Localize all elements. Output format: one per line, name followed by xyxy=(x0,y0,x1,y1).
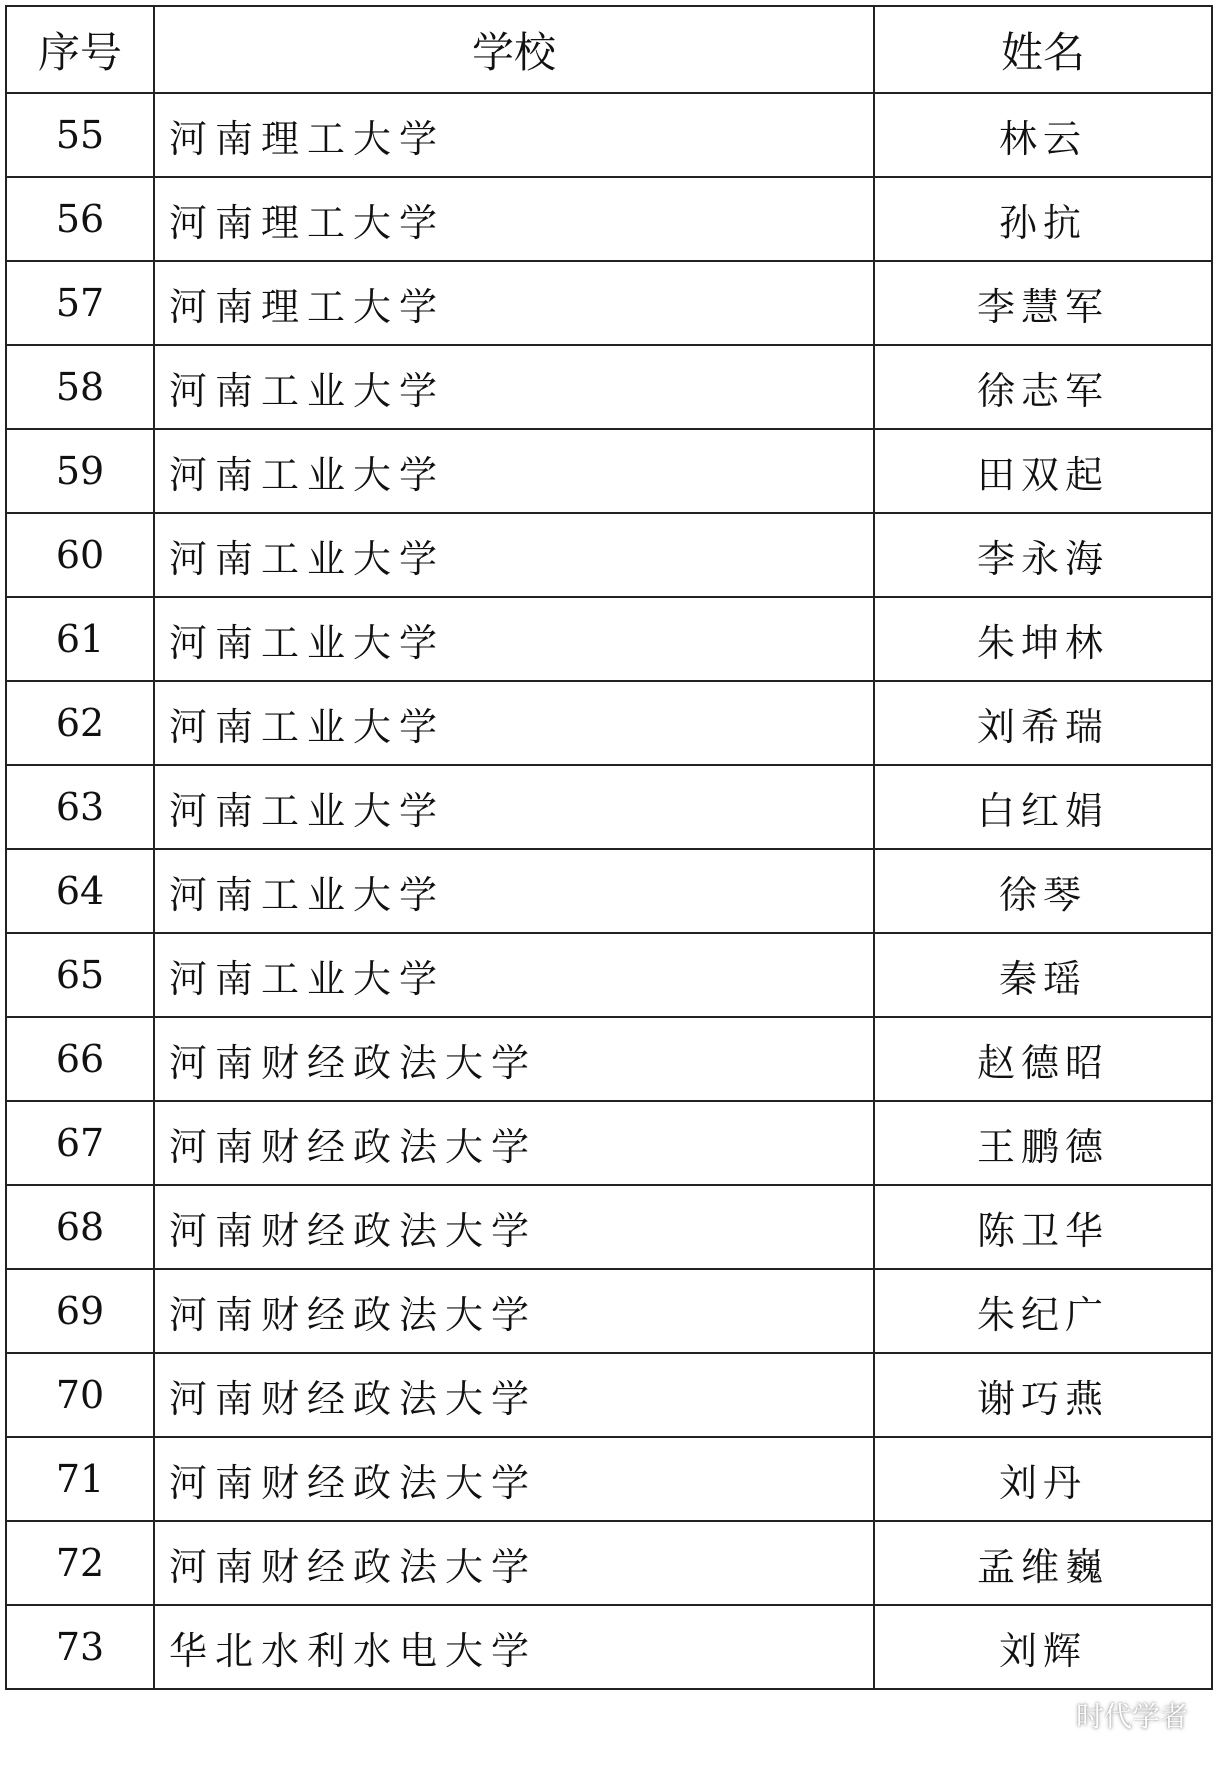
cell-name: 林云 xyxy=(874,93,1212,177)
cell-school: 河南工业大学 xyxy=(154,597,874,681)
table-row xyxy=(6,1269,1212,1353)
roster-table-container xyxy=(5,5,1211,1690)
cell-name: 赵德昭 xyxy=(874,1017,1212,1101)
table-row xyxy=(6,933,1212,1017)
table-row xyxy=(6,1185,1212,1269)
cell-school: 河南工业大学 xyxy=(154,681,874,765)
cell-num: 61 xyxy=(6,597,154,681)
header-name: 姓名 xyxy=(874,6,1212,93)
watermark xyxy=(1024,1695,1188,1735)
header-row xyxy=(6,6,1212,93)
header-num: 序号 xyxy=(6,6,154,93)
cell-name: 秦瑶 xyxy=(874,933,1212,1017)
cell-school: 河南财经政法大学 xyxy=(154,1353,874,1437)
table-row xyxy=(6,681,1212,765)
table-row xyxy=(6,597,1212,681)
cell-num: 62 xyxy=(6,681,154,765)
table-row xyxy=(6,177,1212,261)
header-school: 学校 xyxy=(154,6,874,93)
cell-name: 徐琴 xyxy=(874,849,1212,933)
cell-num: 56 xyxy=(6,177,154,261)
cell-school: 河南工业大学 xyxy=(154,345,874,429)
cell-school: 河南财经政法大学 xyxy=(154,1437,874,1521)
cell-school: 河南财经政法大学 xyxy=(154,1017,874,1101)
cell-name: 朱纪广 xyxy=(874,1269,1212,1353)
table-row xyxy=(6,1353,1212,1437)
cell-name: 田双起 xyxy=(874,429,1212,513)
cell-school: 河南财经政法大学 xyxy=(154,1101,874,1185)
cell-name: 白红娟 xyxy=(874,765,1212,849)
cell-num: 65 xyxy=(6,933,154,1017)
cell-school: 河南工业大学 xyxy=(154,933,874,1017)
table-row xyxy=(6,1521,1212,1605)
cell-school: 河南财经政法大学 xyxy=(154,1521,874,1605)
table-row xyxy=(6,1101,1212,1185)
table-row xyxy=(6,765,1212,849)
cell-num: 58 xyxy=(6,345,154,429)
cell-num: 68 xyxy=(6,1185,154,1269)
cell-num: 57 xyxy=(6,261,154,345)
cell-school: 河南工业大学 xyxy=(154,513,874,597)
cell-name: 李慧军 xyxy=(874,261,1212,345)
cell-num: 63 xyxy=(6,765,154,849)
cell-name: 王鹏德 xyxy=(874,1101,1212,1185)
table-row xyxy=(6,849,1212,933)
cell-num: 67 xyxy=(6,1101,154,1185)
cell-num: 69 xyxy=(6,1269,154,1353)
cell-school: 河南理工大学 xyxy=(154,177,874,261)
table-body xyxy=(6,93,1212,1689)
cell-name: 朱坤林 xyxy=(874,597,1212,681)
cell-school: 河南财经政法大学 xyxy=(154,1185,874,1269)
cell-num: 66 xyxy=(6,1017,154,1101)
cell-name: 徐志军 xyxy=(874,345,1212,429)
table-row xyxy=(6,1437,1212,1521)
watermark-text: 时代学者 xyxy=(1075,1700,1188,1733)
cell-name: 孙抗 xyxy=(874,177,1212,261)
table-row xyxy=(6,1017,1212,1101)
table-row xyxy=(6,261,1212,345)
cell-num: 72 xyxy=(6,1521,154,1605)
table-row xyxy=(6,513,1212,597)
cell-name: 谢巧燕 xyxy=(874,1353,1212,1437)
cell-school: 河南财经政法大学 xyxy=(154,1269,874,1353)
table-row xyxy=(6,429,1212,513)
cell-school: 河南理工大学 xyxy=(154,93,874,177)
cell-num: 60 xyxy=(6,513,154,597)
cell-num: 55 xyxy=(6,93,154,177)
cell-school: 河南工业大学 xyxy=(154,849,874,933)
table-row xyxy=(6,345,1212,429)
cell-num: 73 xyxy=(6,1605,154,1689)
cell-name: 刘丹 xyxy=(874,1437,1212,1521)
cell-name: 刘希瑞 xyxy=(874,681,1212,765)
cell-name: 刘辉 xyxy=(874,1605,1212,1689)
table-row xyxy=(6,1605,1212,1689)
cell-num: 64 xyxy=(6,849,154,933)
cell-name: 李永海 xyxy=(874,513,1212,597)
cell-num: 70 xyxy=(6,1353,154,1437)
cell-school: 河南工业大学 xyxy=(154,429,874,513)
cell-num: 71 xyxy=(6,1437,154,1521)
cell-name: 孟维巍 xyxy=(874,1521,1212,1605)
roster-table xyxy=(5,5,1213,1690)
wechat-icon xyxy=(1024,1698,1068,1732)
table-row xyxy=(6,93,1212,177)
cell-name: 陈卫华 xyxy=(874,1185,1212,1269)
cell-school: 华北水利水电大学 xyxy=(154,1605,874,1689)
cell-school: 河南理工大学 xyxy=(154,261,874,345)
table-header xyxy=(6,6,1212,93)
cell-school: 河南工业大学 xyxy=(154,765,874,849)
cell-num: 59 xyxy=(6,429,154,513)
